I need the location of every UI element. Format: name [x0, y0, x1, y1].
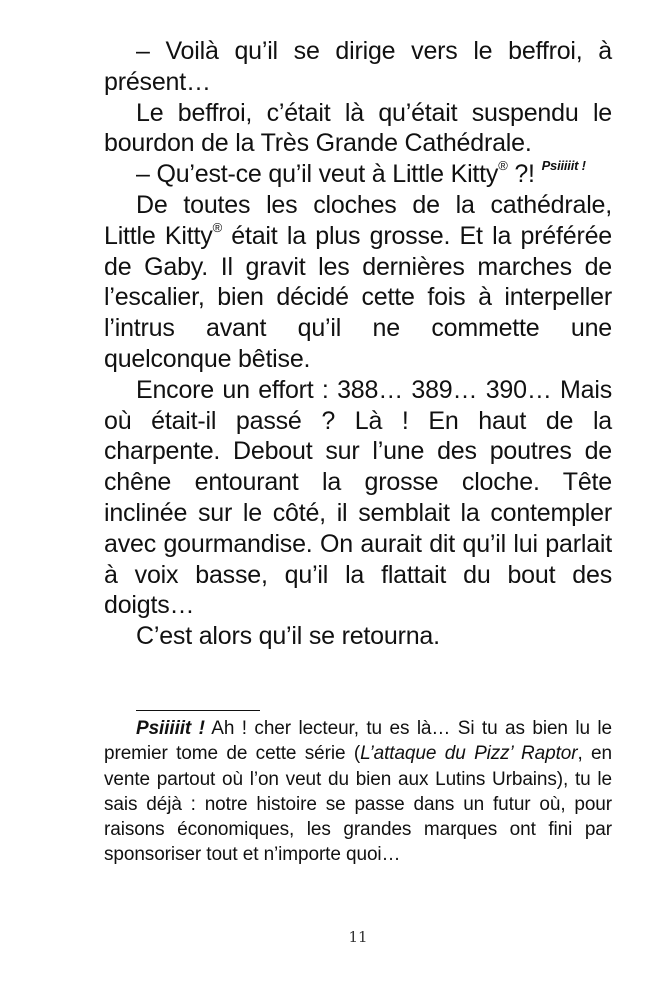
paragraph-6 — [104, 621, 612, 652]
registered-mark: ® — [212, 219, 222, 235]
body-text — [104, 36, 612, 652]
paragraph-text: C’est alors qu’il se retourna. — [136, 622, 440, 651]
footnote-separator — [136, 710, 260, 711]
paragraph-text: – Voilà qu’il se dirige vers le beffroi, à présent… — [104, 37, 612, 96]
paragraph-text-before: – Qu’est-ce qu’il veut à Little Kitty — [136, 160, 499, 189]
registered-mark: ® — [498, 158, 508, 174]
paragraph-1 — [104, 36, 612, 98]
footnote-paragraph — [104, 716, 612, 868]
paragraph-text-after: était la plus grosse. Et la préférée de Gaby. Il gravit les dernières marches de l’escalier, bien décidé cette fois à interpeller l’intrus avant qu’il ne commette une quelconque bêtise. — [104, 221, 612, 373]
paragraph-text-after: ?! — [507, 160, 542, 189]
paragraph-2 — [104, 98, 612, 160]
footnote-text: Ah ! cher lecteur, tu es là… Si tu as bien lu le premier tome de cette série ( — [104, 718, 612, 765]
footnote — [104, 716, 612, 868]
page-number: 11 — [348, 928, 368, 946]
footnote-book-title: L’attaque du Pizz’ Raptor — [360, 743, 578, 765]
paragraph-4 — [104, 190, 612, 375]
paragraph-5 — [104, 375, 612, 621]
footnote-lead: Psiiiiit ! — [136, 718, 205, 739]
paragraph-text: Le beffroi, c’était là qu’était suspendu le bourdon de la Très Grande Cathédrale. — [104, 98, 612, 158]
paragraph-text: Encore un effort : 388… 389… 390… Mais où était-il passé ? Là ! En haut de la charpente. Debout sur l’une des poutres de chêne entourant la grosse cloche. Tête inclinée sur le côté, il semblait la contempler avec gourmandise. On aurait dit qu’il lui parlait à voix basse, qu’il la flattait du bout des doigts… — [104, 375, 612, 620]
paragraph-text-before: De toutes les cloches de la cathédrale, Little Kitty — [104, 190, 612, 250]
footnote-text: , en vente partout où l’on veut du bien aux Lutins Urbains), tu le sais déjà : notre histoire se passe dans un futur où, pour raisons économiques, les grandes marques ont fini par sponsoriser tout et n’importe quoi… — [104, 743, 612, 866]
paragraph-3 — [104, 159, 612, 190]
footnote-marker: Psiiiiit ! — [541, 158, 586, 174]
